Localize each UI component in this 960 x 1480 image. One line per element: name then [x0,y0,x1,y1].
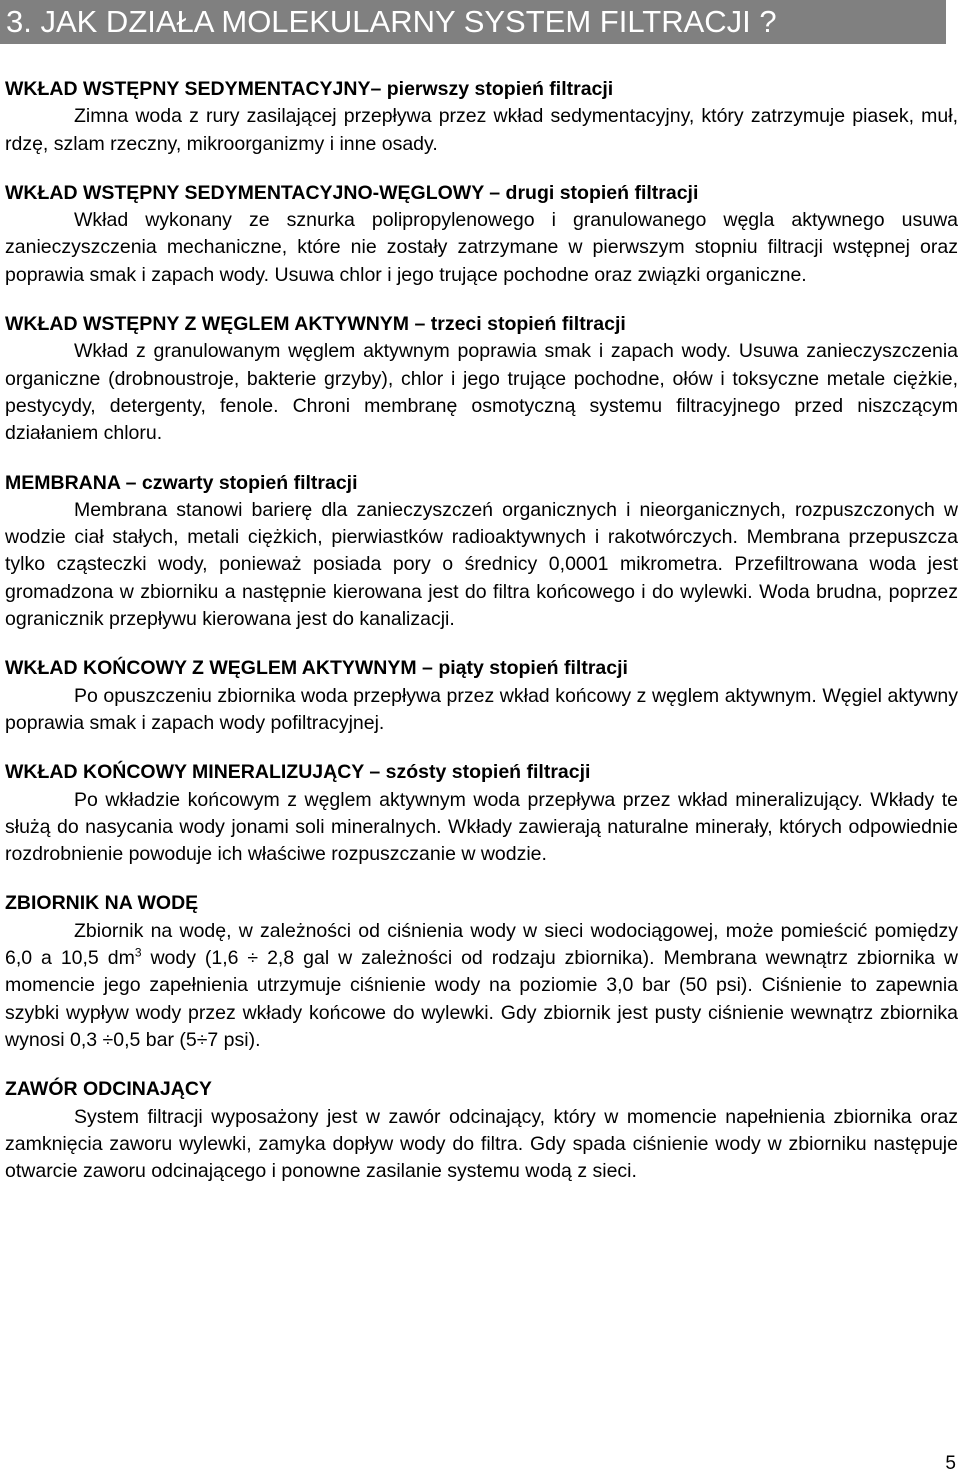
document-body [5,76,958,1207]
tank-text-part-1: Zbiornik na wodę, w zależności od ciśnienia wody w sieci wodociągowej, może pomieścić pomiędzy 6,0 a 10,5 dm [5,919,958,970]
section-heading [5,759,958,786]
section-paragraph: System filtracji wyposażony jest w zawór odcinający, który w momencie napełnienia zbiornika oraz zamknięcia zaworu wylewki, zamyka dopływ wody do filtra. Gdy spada ciśnienie wody w zbiorniku następuje otwarcie zaworu odcinającego i ponowne zasilanie systemu wodą z sieci. [5,1105,958,1183]
heading-stage: pierwszy stopień filtracji [386,78,614,100]
section-paragraph: Wkład z granulowanym węglem aktywnym poprawia smak i zapach wody. Usuwa zanieczyszczenia organiczne (drobnoustroje, bakterie grzyby), chlor i jego trujące pochodne, ołów i toksyczne metale ciężkie, pestycydy, detergenty, fenole. Chroni membranę osmotyczną systemu filtracyjnego przed niszczącym działaniem chloru. [5,340,958,445]
section-stage-2 [5,180,958,289]
heading-stage: trzeci stopień filtracji [430,313,626,336]
heading-separator: – [483,181,506,204]
section-paragraph: Zimna woda z rury zasilającej przepływa przez wkład sedymentacyjny, który zatrzymuje piasek, muł, rdzę, szlam rzeczny, mikroorganizmy i inne osady. [5,105,958,155]
heading-separator: – [416,657,439,680]
heading-stage: drugi stopień filtracji [505,181,699,204]
section-heading: ZAWÓR ODCINAJĄCY [5,1078,212,1101]
heading-main: WKŁAD WSTĘPNY SEDYMENTACYJNO-WĘGLOWY [5,181,484,204]
heading-separator: – [409,313,431,336]
section-paragraph: Membrana stanowi barierę dla zanieczyszczeń organicznych i nieorganicznych, rozpuszczonych w wodzie ciał stałych, metali ciężkich, pierwiastków radioaktywnych i rakotwórczych. Membrana przepuszcza tylko cząsteczki wody, ponieważ posiada pory o średnicy 0,0001 mikrometra. Przefiltrowana woda jest gromadzona w zbiorniku a następnie kierowana jest do filtra końcowego i do wylewki. Woda brudna, poprzez ogranicznik przepływu kierowana jest do kanalizacji. [5,498,958,631]
heading-main: MEMBRANA [5,471,121,494]
heading-main: WKŁAD KOŃCOWY MINERALIZUJĄCY [5,761,364,784]
section-stage-1 [5,76,958,158]
section-paragraph: Po wkładzie końcowym z węglem aktywnym woda przepływa przez wkład mineralizujący. Wkłady te służą do nasycania wody jonami soli mineralnych. Wkłady zawierają naturalne minerały, których odpowiednie rozdrobnienie powoduje ich właściwe rozpuszczanie w wodzie. [5,788,958,866]
section-stage-3 [5,311,958,447]
section-paragraph [5,918,958,1054]
section-heading [5,180,958,207]
heading-separator: – [120,471,142,494]
heading-separator: – [370,78,387,100]
heading-separator: – [363,761,386,784]
section-title-bar: 3. JAK DZIAŁA MOLEKULARNY SYSTEM FILTRACJI ? [0,0,946,44]
section-stage-4 [5,470,958,634]
heading-stage: szósty stopień filtracji [385,761,591,784]
section-paragraph: Wkład wykonany ze sznurka polipropylenowego i granulowanego węgla aktywnego usuwa zanieczyszczenia mechaniczne, które nie zostały zatrzymane w pierwszym stopniu filtracji wstępnej oraz poprawia smak i zapach wody. Usuwa chlor i jego trujące pochodne oraz związki organiczne. [5,209,958,286]
section-heading [5,470,958,497]
heading-main: WKŁAD WSTĘPNY Z WĘGLEM AKTYWNYM [5,313,410,336]
heading-main: WKŁAD KOŃCOWY Z WĘGLEM AKTYWNYM [5,657,417,680]
section-water-tank [5,890,958,1054]
tank-text-part-2: wody (1,6 ÷ 2,8 gal w zależności od rodzaju zbiornika). Membrana wewnątrz zbiornika w momencie jego zapełnienia utrzymuje ciśnienie wody na poziomie 3,0 bar (50 psi). Ciśnienie to zapewnia szybki wypływ wody przez wkłady końcowe do wylewki. Gdy zbiornik jest pusty ciśnienie wewnątrz zbiornika wynosi 0,3 ÷0,5 bar (5÷7 psi). [5,947,958,1051]
section-heading: ZBIORNIK NA WODĘ [5,892,199,915]
section-stage-6 [5,759,958,868]
section-heading [5,76,958,103]
section-stage-5 [5,655,958,737]
section-heading [5,655,958,682]
section-shutoff-valve [5,1076,958,1185]
heading-main: WKŁAD WSTĘPNY SEDYMENTACYJNY [5,78,371,100]
section-heading [5,311,958,338]
cubic-superscript: 3 [134,945,142,960]
page-number: 5 [945,1453,956,1474]
section-paragraph: Po opuszczeniu zbiornika woda przepływa przez wkład końcowy z węglem aktywnym. Węgiel aktywny poprawia smak i zapach wody pofiltracyjnej. [5,684,958,734]
heading-stage: czwarty stopień filtracji [141,471,358,494]
heading-stage: piąty stopień filtracji [438,657,628,680]
